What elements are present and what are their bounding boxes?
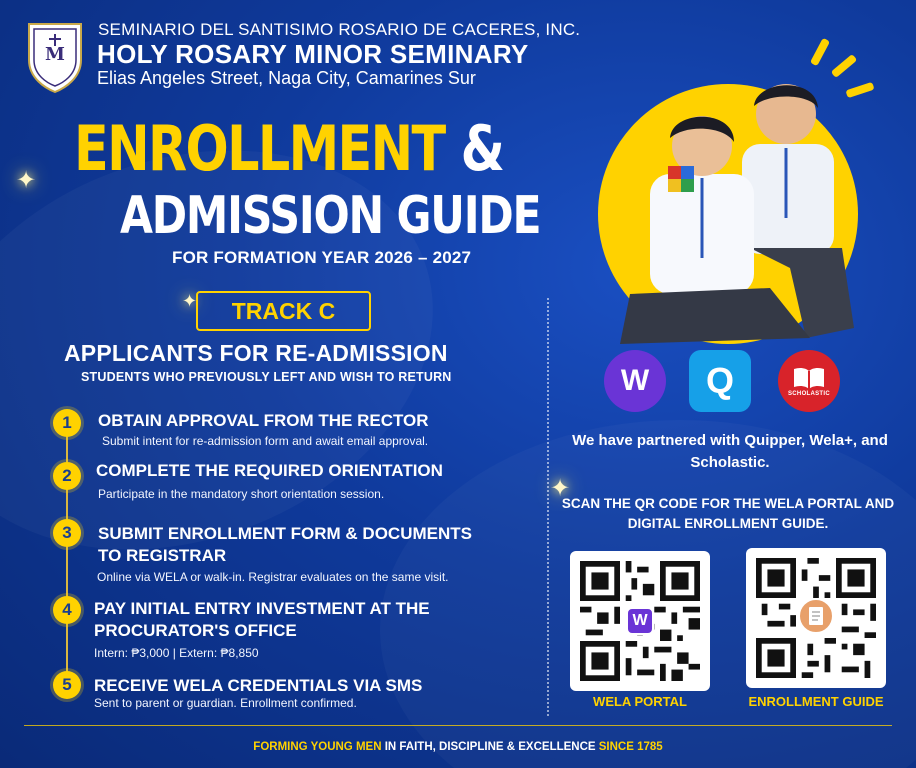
step-2-title: COMPLETE THE REQUIRED ORIENTATION xyxy=(96,461,443,480)
step-3-title: SUBMIT ENROLLMENT FORM & DOCUMENTS xyxy=(98,524,472,543)
svg-text:M: M xyxy=(45,44,65,65)
footer-tagline xyxy=(0,741,916,753)
org-name: SEMINARIO DEL SANTISIMO ROSARIO DE CACERES, INC. xyxy=(98,20,581,39)
step-5-description: Sent to parent or guardian. Enrollment confirmed. xyxy=(94,696,357,710)
step-3-title-line2: TO REGISTRAR xyxy=(98,546,227,565)
step-1-description: Submit intent for re-admission form and await email approval. xyxy=(102,434,429,448)
step-number-3: 3 xyxy=(53,519,81,547)
seminary-seal-icon xyxy=(25,20,85,94)
title-admission-guide: ADMISSION GUIDE xyxy=(120,186,541,246)
track-badge: TRACK C xyxy=(196,291,371,331)
wela-portal-qr[interactable] xyxy=(570,551,710,691)
step-number-2: 2 xyxy=(53,462,81,490)
title-enrollment xyxy=(74,112,503,185)
school-address: Elias Angeles Street, Naga City, Camarines Sur xyxy=(97,68,476,88)
column-divider xyxy=(547,298,549,716)
footer-divider xyxy=(24,725,892,726)
step-number-5: 5 xyxy=(53,671,81,699)
title-ampersand: & xyxy=(460,112,504,185)
step-3-description: Online via WELA or walk-in. Registrar evaluates on the same visit. xyxy=(97,570,449,584)
footer-tagline-part1: FORMING YOUNG MEN xyxy=(253,741,382,753)
quipper-logo-icon: Q xyxy=(689,350,751,412)
wela-qr-center-logo: W xyxy=(626,607,654,635)
formation-year: FOR FORMATION YEAR 2026 – 2027 xyxy=(172,248,472,267)
students-illustration xyxy=(610,58,860,346)
step-4-description: Intern: ₱3,000 | Extern: ₱8,850 xyxy=(94,646,259,660)
enrollment-guide-label: ENROLLMENT GUIDE xyxy=(748,694,884,709)
step-2-description: Participate in the mandatory short orientation session. xyxy=(98,487,385,501)
step-number-4: 4 xyxy=(53,596,81,624)
step-5-title: RECEIVE WELA CREDENTIALS VIA SMS xyxy=(94,676,423,695)
wela-logo-icon: W xyxy=(604,350,666,412)
wela-portal-label: WELA PORTAL xyxy=(593,694,687,709)
document-icon xyxy=(798,598,834,634)
enrollment-guide-qr[interactable] xyxy=(746,548,886,688)
track-heading: APPLICANTS FOR RE-ADMISSION xyxy=(64,340,448,366)
school-name: HOLY ROSARY MINOR SEMINARY xyxy=(97,39,529,69)
firefly-icon: ✦ xyxy=(16,167,37,194)
firefly-icon: ✦ xyxy=(182,291,198,311)
step-1-title: OBTAIN APPROVAL FROM THE RECTOR xyxy=(98,411,429,430)
footer-tagline-part3: SINCE 1785 xyxy=(598,741,663,753)
scan-instruction: SCAN THE QR CODE FOR THE WELA PORTAL AND DIGITAL ENROLLMENT GUIDE. xyxy=(561,496,895,531)
title-enrollment-word: ENROLLMENT xyxy=(74,112,445,185)
track-subheading: STUDENTS WHO PREVIOUSLY LEFT AND WISH TO RETURN xyxy=(81,370,452,384)
step-4-title-line2: PROCURATOR'S OFFICE xyxy=(94,621,297,640)
scholastic-logo xyxy=(778,350,840,412)
step-number-1: 1 xyxy=(53,409,81,437)
footer-tagline-part2: IN FAITH, DISCIPLINE & EXCELLENCE xyxy=(381,741,599,753)
scholastic-wordmark: SCHOLASTIC xyxy=(788,391,830,397)
partnership-text: We have partnered with Quipper, Wela+, and Scholastic. xyxy=(572,432,888,471)
step-4-title: PAY INITIAL ENTRY INVESTMENT AT THE xyxy=(94,599,430,618)
scholastic-book-icon xyxy=(792,365,826,391)
firefly-icon: ✦ xyxy=(550,475,571,502)
